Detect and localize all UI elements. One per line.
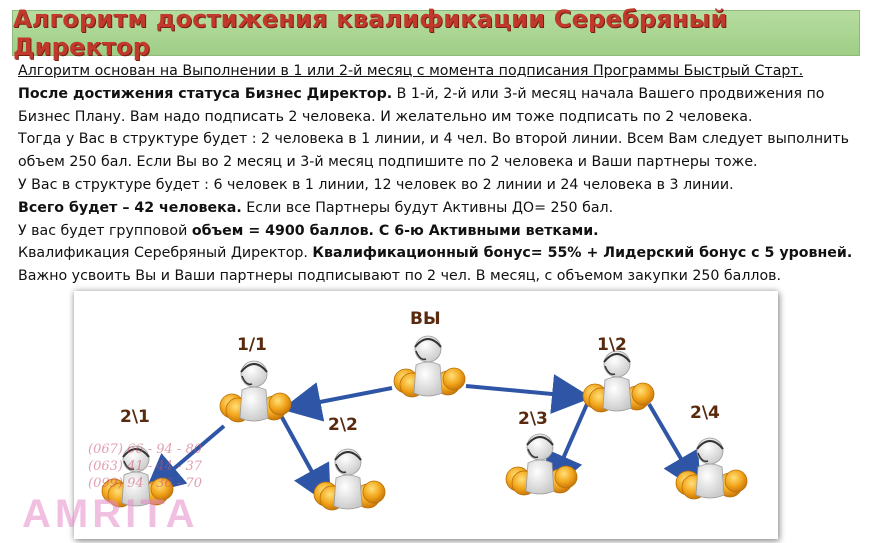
text-line-8 — [18, 220, 864, 243]
watermark-phone-2: (063) 41 - 44 - 37 — [88, 459, 203, 474]
watermark-phone-3: (099) 94 - 36 - 70 — [88, 476, 203, 491]
text-line-1: Алгоритм основан на Выполнении в 1 или 2-й месяц с момента подписания Программы Быстрый Старт. — [18, 63, 804, 79]
label-you: ВЫ — [410, 309, 441, 329]
text-line-6: У Вас в структуре будет : 6 человек в 1 линии, 12 человек во 2 линии и 24 человека в 3 линии. — [18, 176, 734, 193]
description-text — [18, 60, 864, 288]
label-2-4: 2\4 — [690, 403, 720, 423]
watermark-brand: AMRITA — [22, 492, 199, 536]
person-you — [394, 336, 465, 397]
text-line-9 — [18, 242, 864, 265]
label-2-2: 2\2 — [328, 415, 358, 435]
text-line-8-pre: У вас будет групповой — [18, 222, 192, 239]
label-1-2: 1\2 — [597, 335, 627, 355]
person-1-1 — [220, 361, 291, 422]
text-line-7 — [18, 197, 864, 220]
label-1-1: 1/1 — [237, 335, 267, 355]
title-banner — [12, 5, 860, 61]
text-line-8-bold: объем = 4900 баллов. С 6-ю Активными ветками. — [191, 222, 599, 239]
text-line-10: Важно усвоить Вы и Ваши партнеры подписывают по 2 чел. В месяц, с объемом закупки 250 баллов. — [18, 268, 782, 285]
text-line-9-bold: Квалификационный бонус= 55% + Лидерский бонус с 5 уровней. — [312, 245, 853, 262]
text-line-4: Тогда у Вас в структуре будет : 2 человека в 1 линии, и 4 чел. Во второй линии. Всем Вам следует выполнить — [18, 131, 849, 148]
text-line-9-pre: Квалификация Серебряный Директор. — [18, 245, 313, 262]
text-line-7-bold: Всего будет – 42 человека. — [18, 199, 242, 216]
text-line-5: объем 250 бал. Если Вы во 2 месяц и 3-й месяц подпишите по 2 человека и Ваши партнеры тоже. — [18, 154, 758, 171]
text-line-2 — [18, 83, 864, 106]
text-line-2-rest: В 1-й, 2-й или 3-й месяц начала Вашего продвижения по — [392, 85, 825, 102]
page-title: Алгоритм достижения квалификации Серебряный Директор — [13, 5, 728, 61]
text-line-2-bold: После достижения статуса Бизнес Директор. — [18, 85, 393, 102]
text-line-3: Бизнес Плану. Вам надо подписать 2 человека. И желательно им тоже подписать по 2 человека. — [18, 108, 753, 125]
watermark-phones — [88, 441, 202, 492]
person-1-2 — [583, 351, 654, 412]
label-2-3: 2\3 — [518, 409, 548, 429]
person-2-3 — [506, 434, 577, 495]
arrow-you-to-1-2 — [466, 386, 584, 397]
watermark-phone-1: (067) 66 - 94 - 80 — [88, 442, 203, 457]
label-2-1: 2\1 — [120, 407, 150, 427]
arrow-you-to-1-1 — [289, 388, 392, 408]
person-2-2 — [314, 449, 385, 510]
text-line-7-rest: Если все Партнеры будут Активны ДО= 250 бал. — [241, 199, 614, 216]
